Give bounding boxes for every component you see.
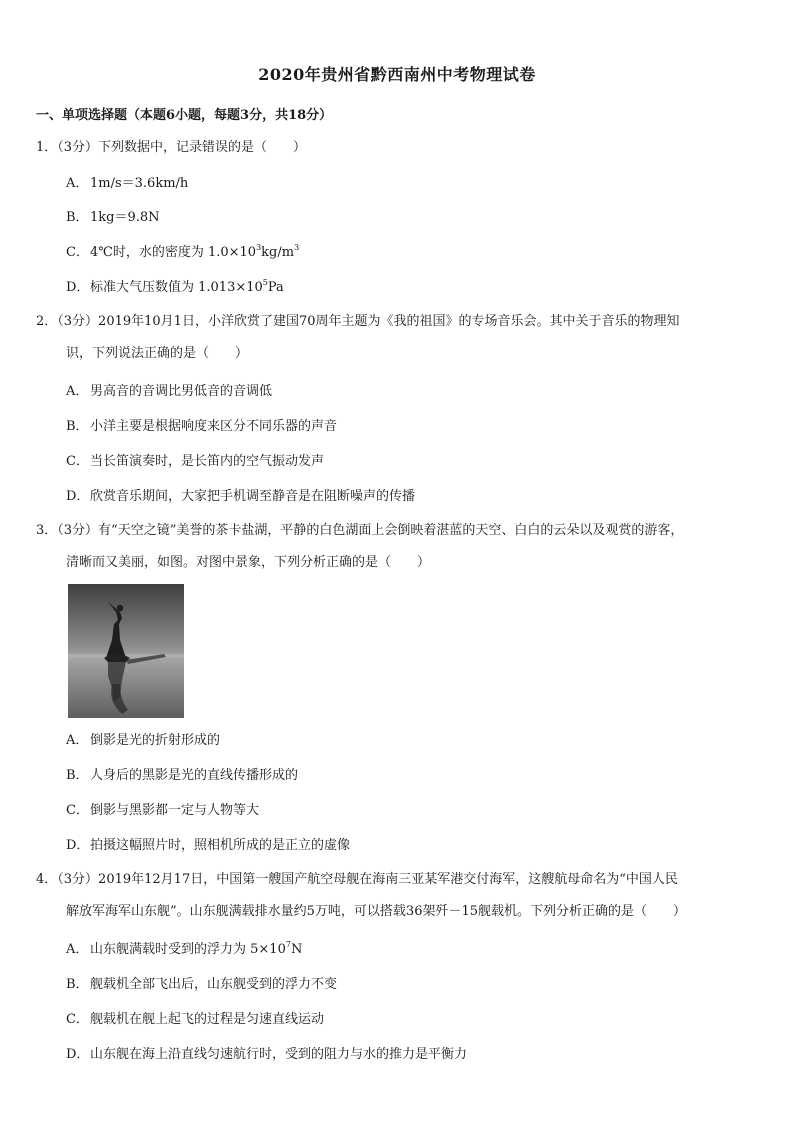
question-4-option-c: C．舰载机在舰上起飞的过程是匀速直线运动	[66, 1012, 325, 1027]
question-3-option-a: A． 倒影是光的折射形成的	[66, 733, 221, 748]
question-1-stem: 1．（3分）下列数据中，记录错误的是（ ）	[36, 140, 307, 155]
question-2-option-a: A． 男高音的音调比男低音的音调低	[66, 384, 273, 399]
question-4-option-d: D．山东舰在海上沿直线匀速航行时，受到的阻力与水的推力是平衡力	[66, 1047, 468, 1062]
salt-lake-photo	[68, 584, 184, 718]
question-2-option-d: D．欣赏音乐期间，大家把手机调至静音是在阻断噪声的传播	[66, 489, 416, 504]
question-4-option-a: A． 山东舰满载时受到的浮力为 $5\times 10^7N$	[66, 940, 303, 957]
question-4-option-b: B．舰载机全部飞出后，山东舰受到的浮力不变	[66, 977, 338, 992]
question-1-option-c: C．4℃时，水的密度为 $1.0\times 10^3kg/m^3$	[66, 243, 300, 260]
question-1	[36, 132, 758, 164]
question-2	[36, 306, 758, 370]
question-4	[36, 864, 758, 928]
question-3-stem-line-1: 3．（3分）有“天空之镜”美誉的茶卡盐湖，平静的白色湖面上会倒映着湛蓝的天空、白白的云朵以及观赏的游客，	[36, 523, 684, 538]
question-3-option-c: C．倒影与黑影都一定与人物等大	[66, 803, 260, 818]
question-1-option-b: B．1kg＝9.8N	[66, 210, 160, 225]
section-heading: 一、单项选择题（本题6小题，每题3分，共18分）	[36, 108, 333, 123]
question-3	[36, 515, 758, 579]
question-3-option-b: B．人身后的黑影是光的直线传播形成的	[66, 768, 299, 783]
question-2-option-b: B．小洋主要是根据响度来区分不同乐器的声音	[66, 419, 338, 434]
question-3-stem-line-2: 清晰而又美丽，如图。对图中景象，下列分析正确的是（ ）	[66, 555, 431, 570]
question-1-option-d: D．标准大气压数值为 $1.013\times 10^5Pa$	[66, 278, 284, 295]
question-2-stem-line-2: 识，下列说法正确的是（ ）	[66, 346, 249, 361]
question-2-option-c: C．当长笛演奏时，是长笛内的空气振动发声	[66, 454, 325, 469]
question-4-stem-line-2: 解放军海军山东舰”。山东舰满载排水量约5万吨，可以搭载36架歼－15舰载机。下列分析正确的是（ ）	[66, 904, 687, 919]
question-1-option-a: A． 1m/s＝3.6km/h	[66, 176, 189, 191]
question-2-stem-line-1: 2．（3分）2019年10月1日，小洋欣赏了建国70周年主题为《我的祖国》的专场音乐会。其中关于音乐的物理知	[36, 314, 680, 329]
question-3-option-d: D．拍摄这幅照片时，照相机所成的是正立的虚像	[66, 838, 351, 853]
exam-title: 2020年贵州省黔西南州中考物理试卷	[258, 65, 536, 84]
question-4-stem-line-1: 4．（3分）2019年12月17日，中国第一艘国产航空母舰在海南三亚某军港交付海军，这艘航母命名为“中国人民	[36, 872, 678, 887]
